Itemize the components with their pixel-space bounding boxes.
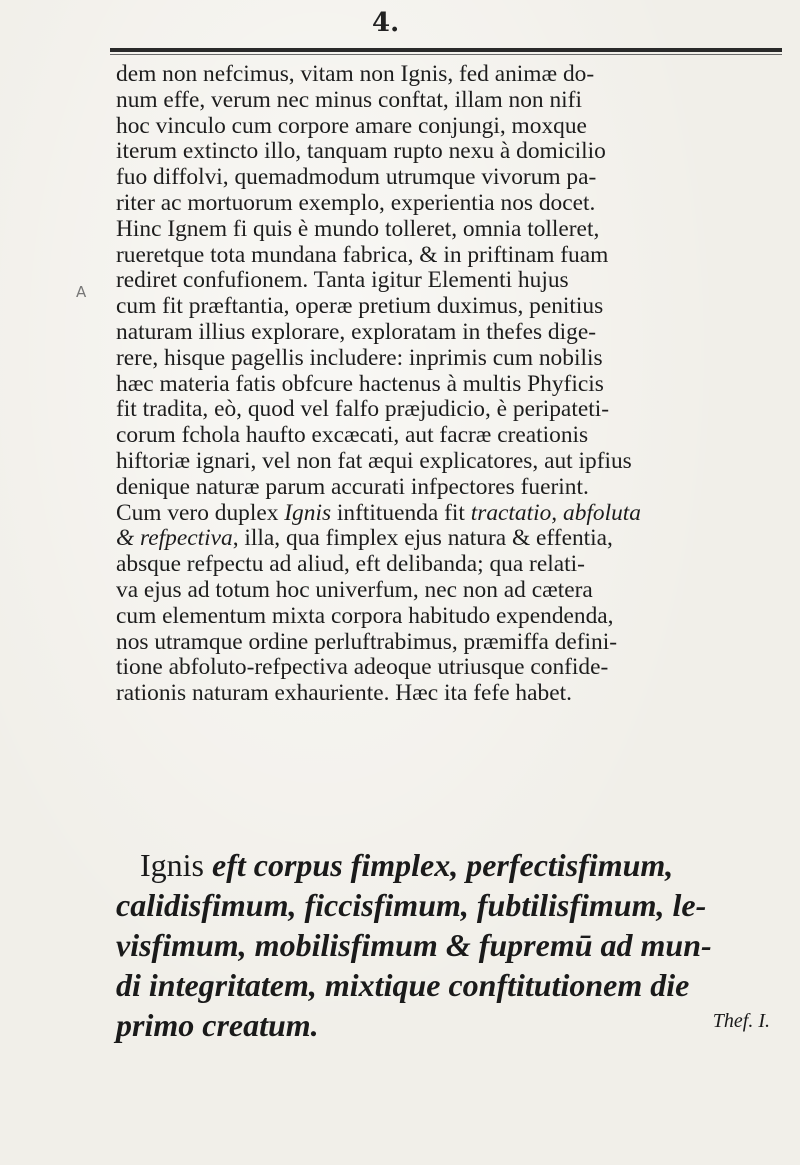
text-line: va ejus ad totum hoc univerfum, nec non ad cætera <box>116 576 593 603</box>
text-line: fit tradita, eò, quod vel falfo præjudicio, è peripateti- <box>116 396 609 423</box>
definition-line <box>116 965 788 1005</box>
header-rule-thin <box>110 54 782 55</box>
text-line: rere, hisque pagellis includere: inprimis cum nobilis <box>116 344 603 371</box>
text-line: riter ac mortuorum exemplo, experientia nos docet. <box>116 189 596 216</box>
italic-term: Ignis <box>284 499 332 526</box>
text-line: rediret confufionem. Tanta igitur Elementi hujus <box>116 267 569 294</box>
italic-term: & refpectiva <box>116 525 233 552</box>
definition-line <box>116 1005 788 1045</box>
definition-text: di integritatem, mixtique conftitutionem die <box>116 967 690 1003</box>
text-line-mixed <box>116 501 786 527</box>
text-line: Hinc Ignem fi quis è mundo tolleret, omnia tolleret, <box>116 215 600 242</box>
text-segment: , illa, qua fimplex ejus natura & effentia, <box>232 525 613 552</box>
text-line: nos utramque ordine perluftrabimus, præmiffa defini- <box>116 628 618 655</box>
definition-text: visfimum, mobilisfimum & fupremū ad mun- <box>116 927 712 963</box>
text-line: naturam illius explorare, exploratam in thefes dige- <box>116 318 596 345</box>
header-rule <box>110 48 782 52</box>
definition-line <box>116 885 788 925</box>
text-line: iterum extincto illo, tanquam rupto nexu à domicilio <box>116 138 606 165</box>
definition-lead: Ignis <box>140 847 212 883</box>
definition-text: eft corpus fimplex, perfectisfimum, <box>212 847 674 883</box>
body-paragraph <box>116 62 786 707</box>
definition-line <box>116 845 788 885</box>
catchword: Thef. I. <box>712 1010 770 1032</box>
text-line: hæc materia fatis obfcure hactenus à multis Phyficis <box>116 370 604 397</box>
page-number: 4. <box>372 8 400 38</box>
text-line: cum fit præftantia, operæ pretium duximus, penitius <box>116 293 604 320</box>
text-line: hiftoriæ ignari, vel non fat æqui explicatores, aut ipfius <box>116 447 632 474</box>
text-line: cum elementum mixta corpora habitudo expendenda, <box>116 602 614 629</box>
text-line: tione abfoluto-refpectiva adeoque utriusque confide- <box>116 654 609 681</box>
definition-text: calidisfimum, ficcisfimum, fubtilisfimum, le- <box>116 887 707 923</box>
margin-mark: A <box>76 283 87 301</box>
text-line: rueretque tota mundana fabrica, & in priftinam fuam <box>116 241 609 268</box>
text-line: fuo diffolvi, quemadmodum utrumque vivorum pa- <box>116 164 597 191</box>
text-segment: Cum vero duplex <box>116 499 285 526</box>
text-line: corum fchola haufto excæcati, aut facræ creationis <box>116 422 589 449</box>
definition-block <box>116 845 788 1045</box>
text-line: hoc vinculo cum corpore amare conjungi, moxque <box>116 112 587 139</box>
italic-term: tractatio, abfoluta <box>470 499 641 526</box>
text-segment: inftituenda fit <box>331 499 471 526</box>
text-line: rationis naturam exhauriente. Hæc ita fefe habet. <box>116 680 572 707</box>
text-line: absque refpectu ad aliud, eft delibanda; qua relati- <box>116 551 585 578</box>
text-line: denique naturæ parum accurati infpectores fuerint. <box>116 473 589 500</box>
definition-line <box>116 925 788 965</box>
text-line: dem non nefcimus, vitam non Ignis, fed animæ do- <box>116 61 595 87</box>
definition-text: primo creatum. <box>116 1007 319 1043</box>
text-line-mixed <box>116 526 786 552</box>
text-line: num effe, verum nec minus conftat, illam non nifi <box>116 86 582 113</box>
